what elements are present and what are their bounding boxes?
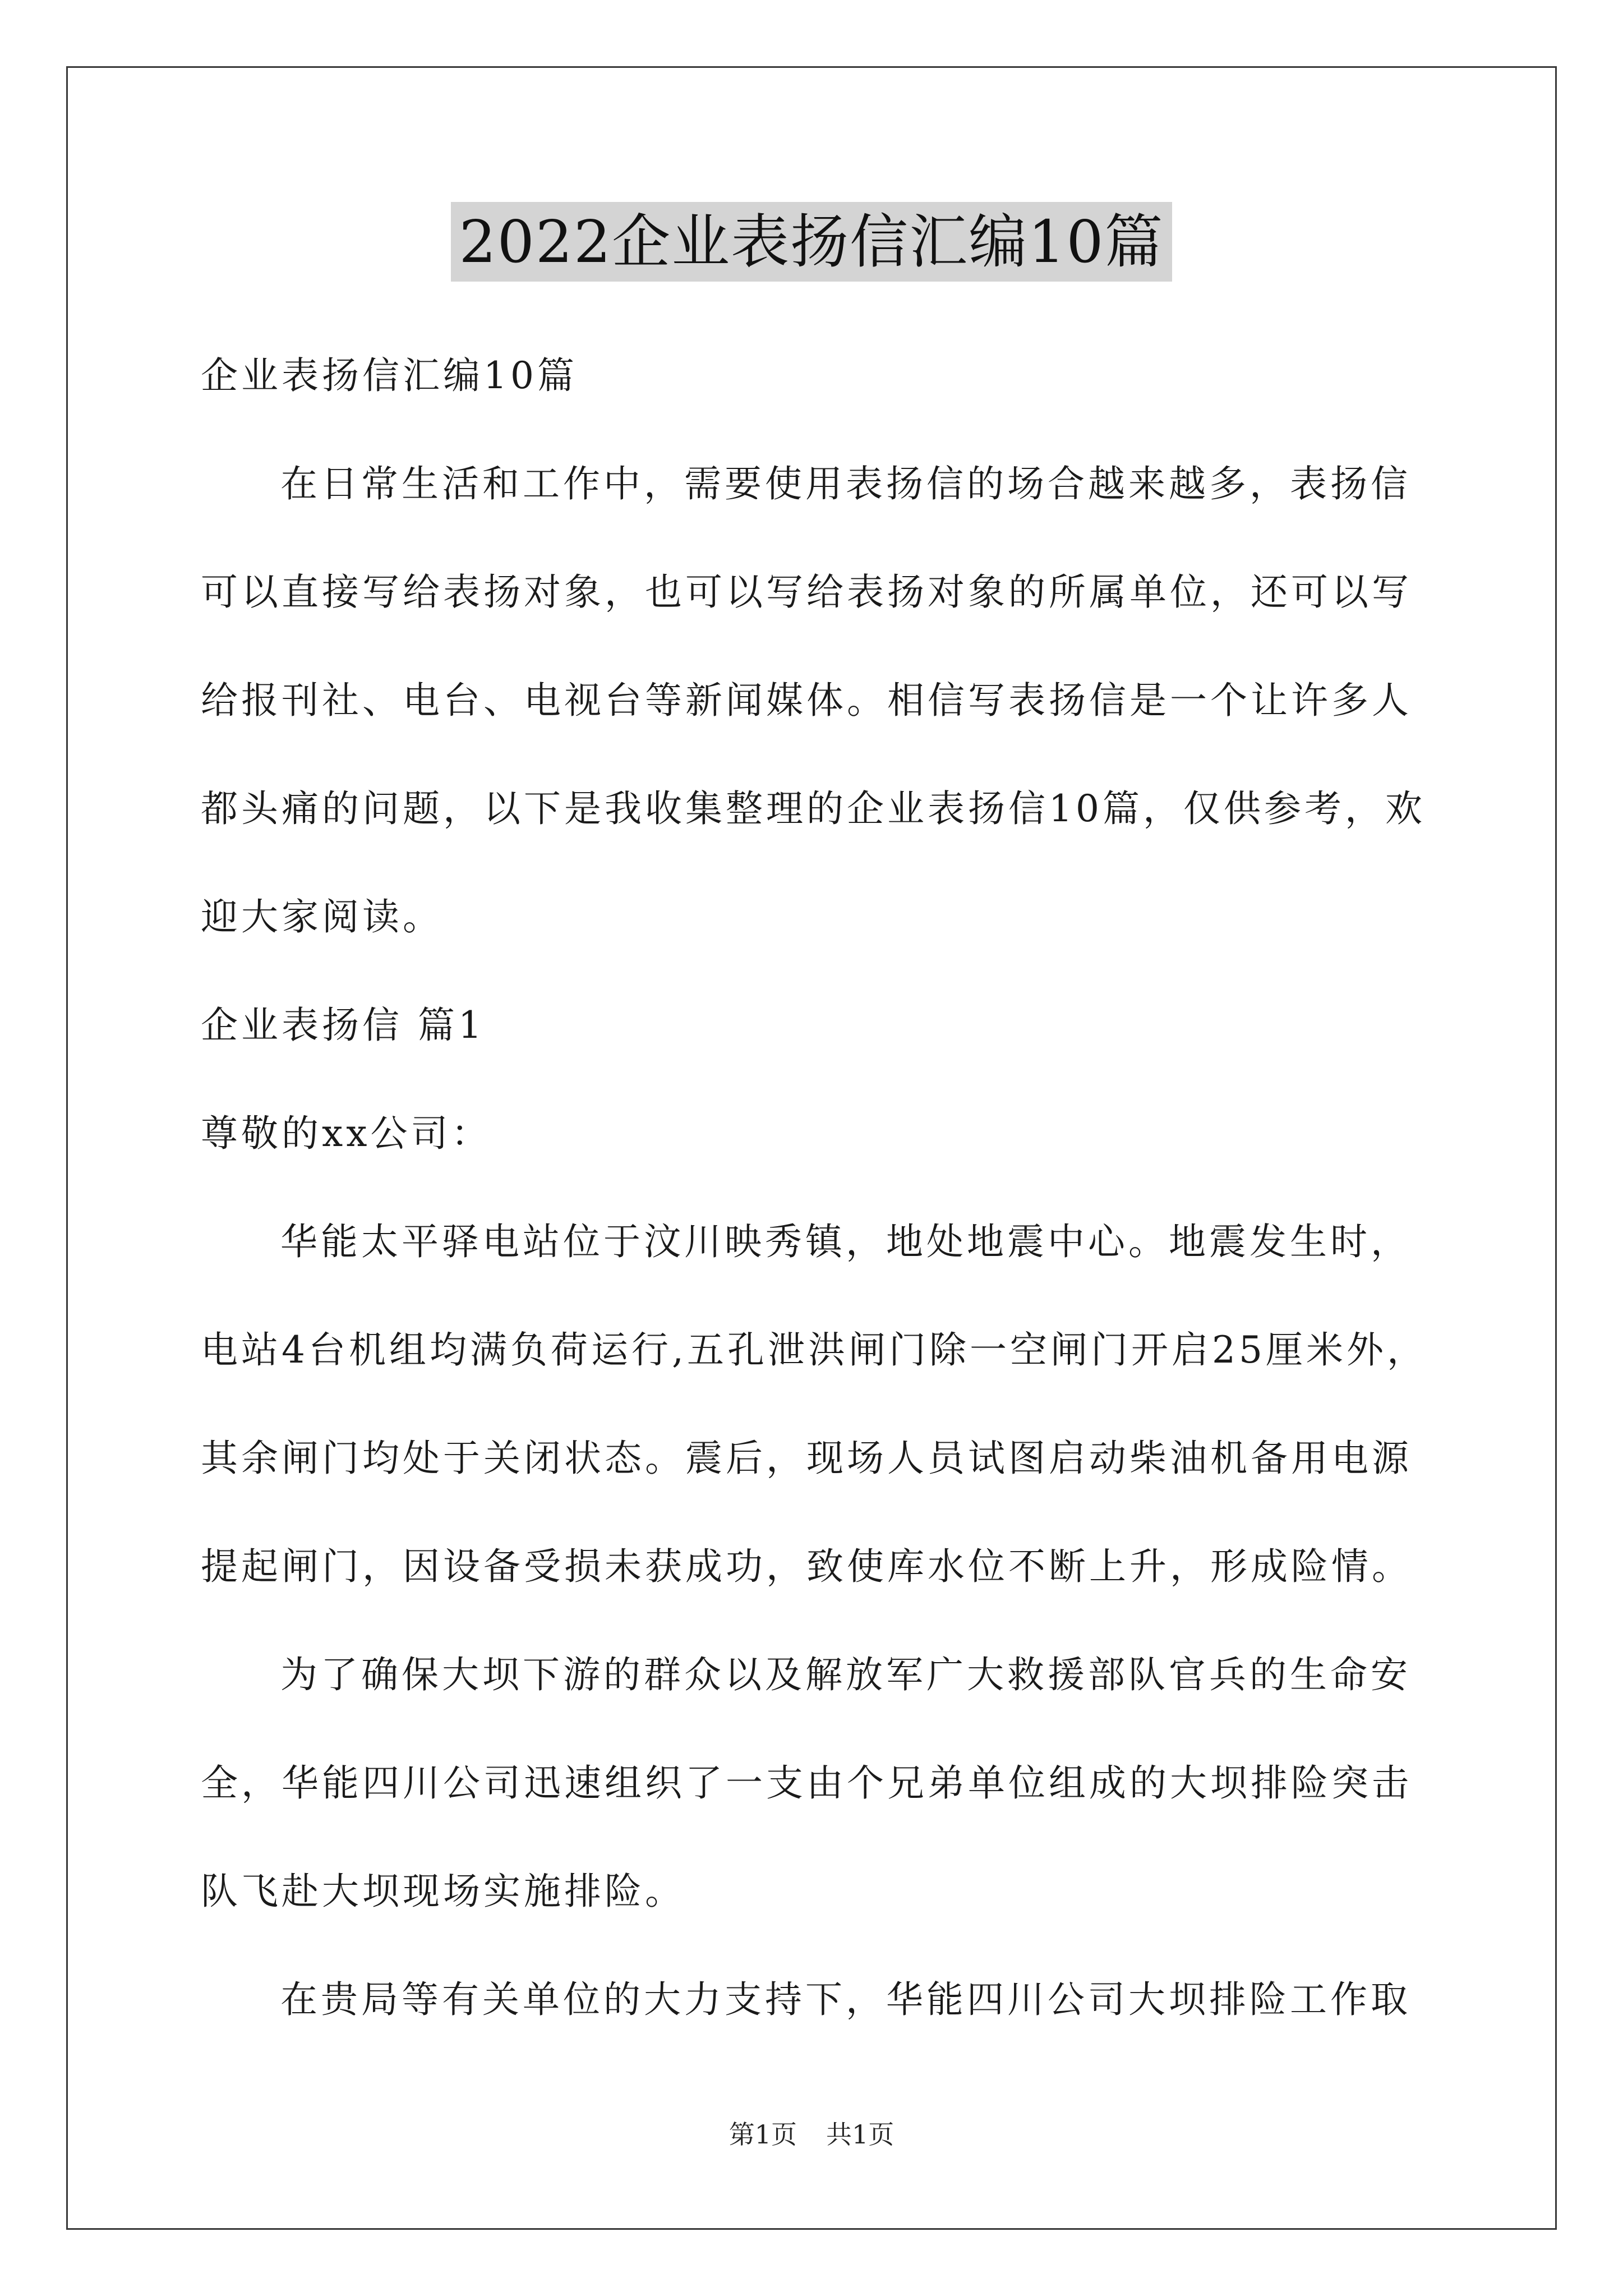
body-paragraph-1: [201, 1214, 1427, 1647]
document-body: [201, 348, 1427, 2080]
paragraph-line: 在贵局等有关单位的大力支持下，华能四川公司大坝排险工作取: [280, 1978, 1411, 2021]
page-footer: [0, 2118, 1623, 2151]
paragraph-line: 迎大家阅读。: [201, 895, 443, 938]
document-title: 2022企业表扬信汇编10篇: [451, 202, 1172, 282]
page-number: 第1页: [728, 2119, 797, 2150]
paragraph-line: 提起闸门，因设备受损未获成功，致使库水位不断上升，形成险情。: [201, 1545, 1412, 1588]
title-container: [0, 202, 1623, 282]
paragraph-line: 为了确保大坝下游的群众以及解放军广大救援部队官兵的生命安: [280, 1653, 1411, 1696]
section-heading: 企业表扬信 篇1: [201, 1004, 485, 1047]
paragraph-line: 队飞赴大坝现场实施排险。: [201, 1870, 685, 1913]
intro-paragraph: [201, 456, 1426, 997]
body-paragraph-3: [201, 1972, 1423, 2080]
paragraph-line: 可以直接写给表扬对象，也可以写给表扬对象的所属单位，还可以写: [201, 570, 1412, 614]
page-total: 共1页: [826, 2119, 895, 2150]
paragraph-line: 电站4台机组均满负荷运行,五孔泄洪闸门除一空闸门开启25厘米外，: [201, 1328, 1427, 1372]
paragraph-line: 全，华能四川公司迅速组织了一支由个兄弟单位组成的大坝排险突击: [201, 1761, 1412, 1805]
body-paragraph-2: [201, 1647, 1423, 1972]
paragraph-line: 都头痛的问题，以下是我收集整理的企业表扬信10篇，仅供参考，欢: [201, 787, 1426, 830]
salutation: 尊敬的xx公司：: [201, 1112, 492, 1155]
paragraph-line: 给报刊社、电台、电视台等新闻媒体。相信写表扬信是一个让许多人: [201, 679, 1412, 722]
paragraph-line: 在日常生活和工作中，需要使用表扬信的场合越来越多，表扬信: [280, 462, 1411, 505]
document-subtitle: 企业表扬信汇编10篇: [201, 354, 578, 397]
paragraph-line: 华能太平驿电站位于汶川映秀镇，地处地震中心。地震发生时，: [280, 1220, 1411, 1263]
paragraph-line: 其余闸门均处于关闭状态。震后，现场人员试图启动柴油机备用电源: [201, 1437, 1412, 1480]
